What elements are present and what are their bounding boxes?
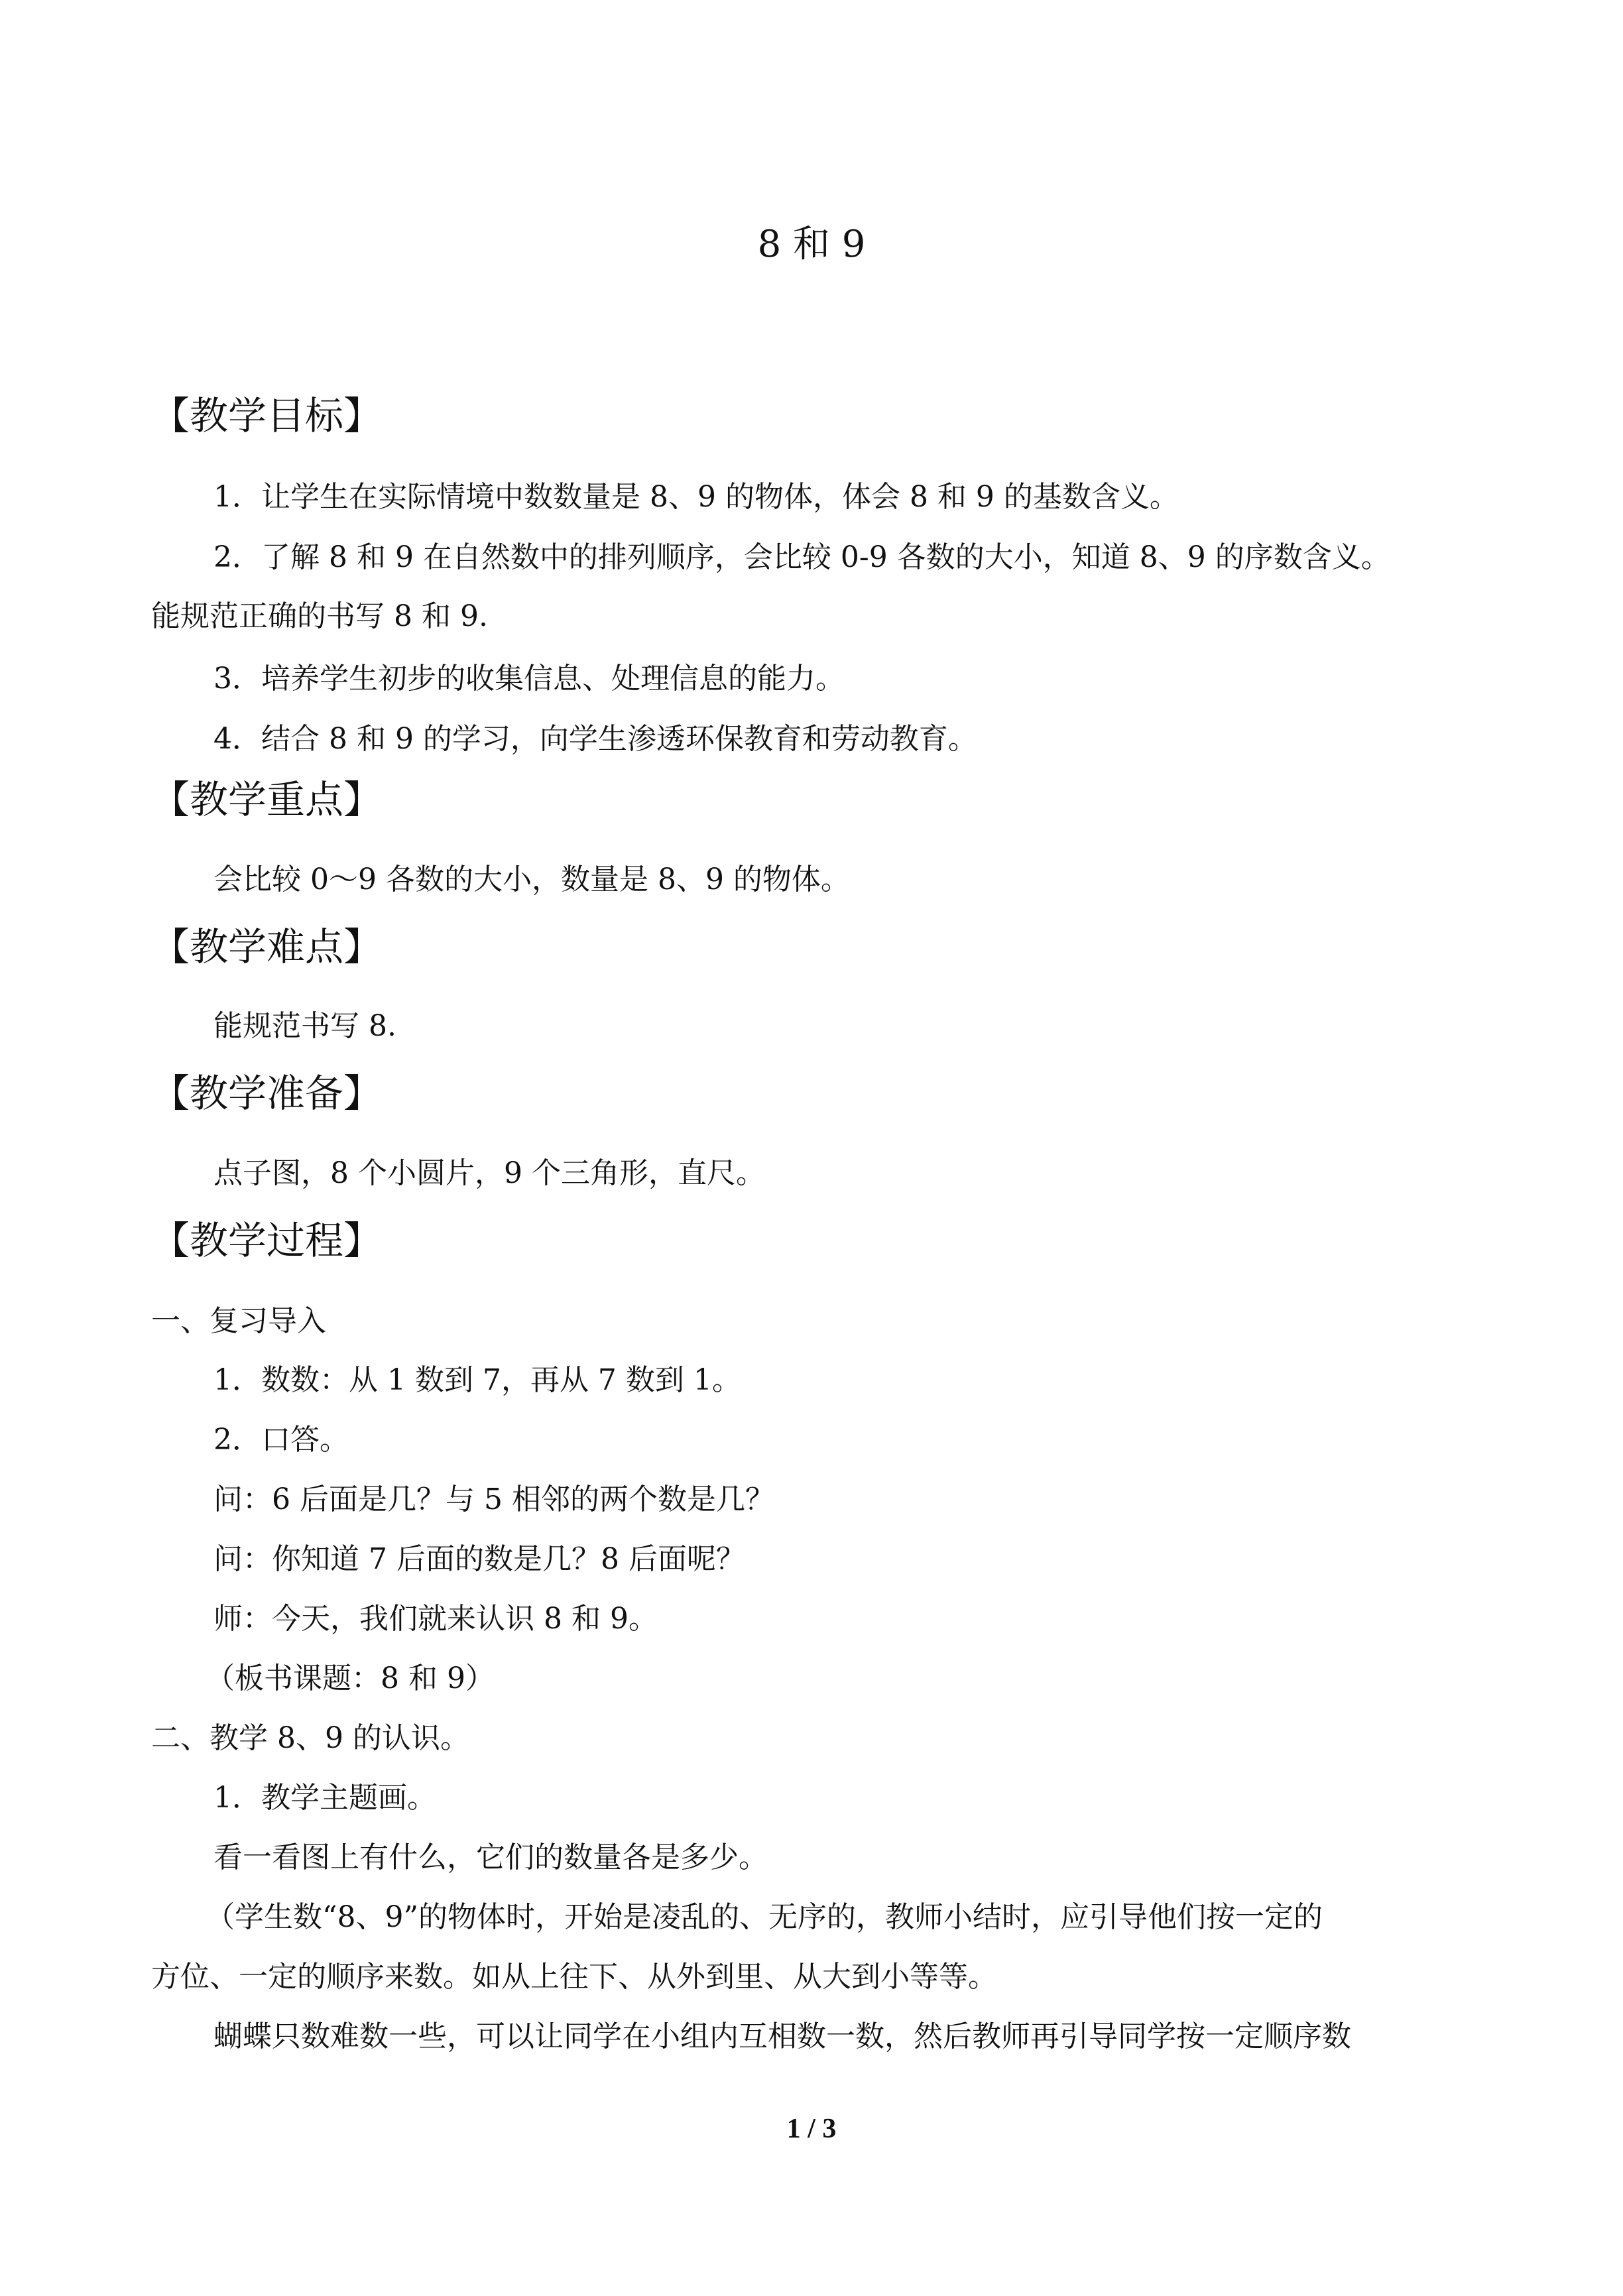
objective-item-4: 4．结合 8 和 9 的学习，向学生渗透环保教育和劳动教育。 [213,722,977,756]
objective-item-2: 2．了解 8 和 9 在自然数中的排列顺序，会比较 0-9 各数的大小，知道 8、9 的序数含义。 [213,540,1390,574]
page-title: 8 和 9 [757,223,866,266]
heading-preparation: 【教学准备】 [151,1071,383,1116]
objective-item-1: 1．让学生在实际情境中数数量是 8、9 的物体，体会 8 和 9 的基数含义。 [213,480,1179,514]
process-line-look: 看一看图上有什么，它们的数量各是多少。 [213,1841,768,1874]
process-line-count: 1．数数：从 1 数到 7，再从 7 数到 1。 [213,1363,741,1397]
objective-item-2-continued: 能规范正确的书写 8 和 9. [151,599,488,633]
process-section-2-title: 二、教学 8、9 的认识。 [151,1721,469,1755]
objective-item-3: 3．培养学生初步的收集信息、处理信息的能力。 [213,662,845,695]
process-line-question-2: 问：你知道 7 后面的数是几？8 后面呢？ [213,1542,745,1576]
process-line-butterfly: 蝴蝶只数难数一些，可以让同学在小组内互相数一数，然后教师再引导同学按一定顺序数 [213,2020,1351,2053]
process-line-oral: 2．口答。 [213,1423,349,1457]
process-line-note: （学生数“8、9”的物体时，开始是凌乱的、无序的，教师小结时，应引导他们按一定的 [206,1900,1323,1934]
key-points-text: 会比较 0～9 各数的大小，数量是 8、9 的物体。 [213,863,850,896]
process-section-1-title: 一、复习导入 [151,1304,326,1338]
page-number: 1 / 3 [786,2114,837,2144]
heading-key-points: 【教学重点】 [151,777,383,822]
heading-process: 【教学过程】 [151,1218,383,1263]
process-line-note-continued: 方位、一定的顺序来数。如从上往下、从外到里、从大到小等等。 [151,1960,997,1994]
heading-objectives: 【教学目标】 [151,393,383,438]
heading-difficulties: 【教学难点】 [151,924,383,969]
process-line-question-1: 问：6 后面是几？与 5 相邻的两个数是几？ [213,1482,774,1516]
process-line-theme: 1．教学主题画。 [213,1781,436,1815]
process-line-board-title: （板书课题：8 和 9） [206,1662,495,1695]
difficulties-text: 能规范书写 8. [213,1009,396,1043]
process-line-teacher: 师：今天，我们就来认识 8 和 9。 [213,1602,658,1636]
preparation-text: 点子图，8 个小圆片，9 个三角形，直尺。 [213,1156,765,1190]
